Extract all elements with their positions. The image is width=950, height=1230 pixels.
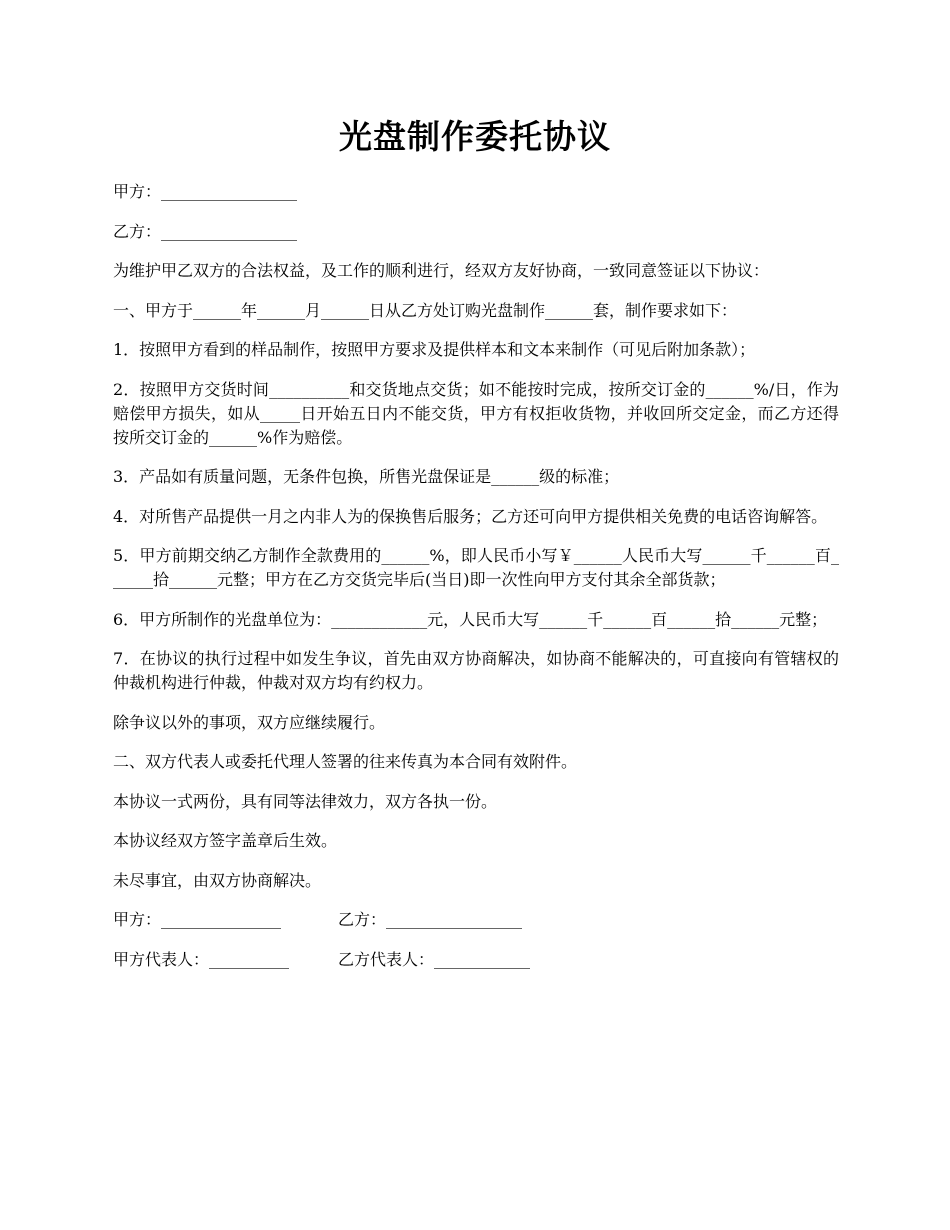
- item-5-payment: 5．甲方前期交纳乙方制作全款费用的______%，即人民币小写￥______人民币大写______千______百______拾______元整；甲方在乙方交货完毕后(当日)即一次性向甲方支付其余全部货款；: [113, 546, 839, 589]
- document-title: 光盘制作委托协议: [339, 117, 611, 156]
- item-3-quality: 3．产品如有质量问题，无条件包换，所售光盘保证是______级的标准；: [113, 467, 620, 486]
- signature-row-representatives: [113, 948, 839, 972]
- party-a-line: 甲方：_________________: [113, 182, 298, 201]
- signature-rep-b: 乙方代表人：____________: [338, 949, 531, 969]
- effective-clause: 本协议经双方签字盖章后生效。: [113, 831, 338, 850]
- document-body: [113, 180, 839, 987]
- item-2-delivery: 2．按照甲方交货时间__________和交货地点交货；如不能按时完成，按所交订金的______%/日，作为赔偿甲方损失，如从_____日开始五日内不能交货，甲方有权拒收货物，并收回所交定金，而乙方还得按所交订金的______%作为赔偿。: [113, 379, 839, 447]
- item-6-unit-price: 6．甲方所制作的光盘单位为：____________元，人民币大写______千______百______拾______元整；: [113, 609, 828, 629]
- unresolved-clause: 未尽事宜，由双方协商解决。: [113, 870, 322, 890]
- copies-clause: 本协议一式两份，具有同等法律效力，双方各执一份。: [113, 791, 498, 811]
- signature-row-parties: [113, 908, 839, 932]
- signature-party-a: 甲方：_______________: [113, 910, 282, 929]
- item-1-sample: 1．按照甲方看到的样品制作，按照甲方要求及提供样本和文本来制作（可见后附加条款）；: [113, 340, 756, 359]
- signature-party-b: 乙方：_________________: [338, 910, 523, 929]
- clause-1-order: 一、甲方于______年______月______日从乙方处订购光盘制作______套，制作要求如下：: [113, 300, 738, 320]
- continue-performance: 除争议以外的事项，双方应继续履行。: [113, 712, 386, 732]
- party-b-line: 乙方：_________________: [113, 221, 298, 241]
- clause-2-fax: 二、双方代表人或委托代理人签署的往来传真为本合同有效附件。: [113, 752, 578, 771]
- preamble: 为维护甲乙双方的合法权益，及工作的顺利进行，经双方友好协商，一致同意签证以下协议：: [113, 261, 770, 280]
- item-4-service: 4．对所售产品提供一月之内非人为的保换售后服务；乙方还可向甲方提供相关免费的电话咨询解答。: [113, 506, 828, 526]
- signature-rep-a: 甲方代表人：__________: [113, 949, 290, 969]
- item-7-dispute: 7．在协议的执行过程中如发生争议，首先由双方协商解决，如协商不能解决的，可直接向有管辖权的仲裁机构进行仲裁，仲裁对双方均有约权力。: [113, 649, 839, 692]
